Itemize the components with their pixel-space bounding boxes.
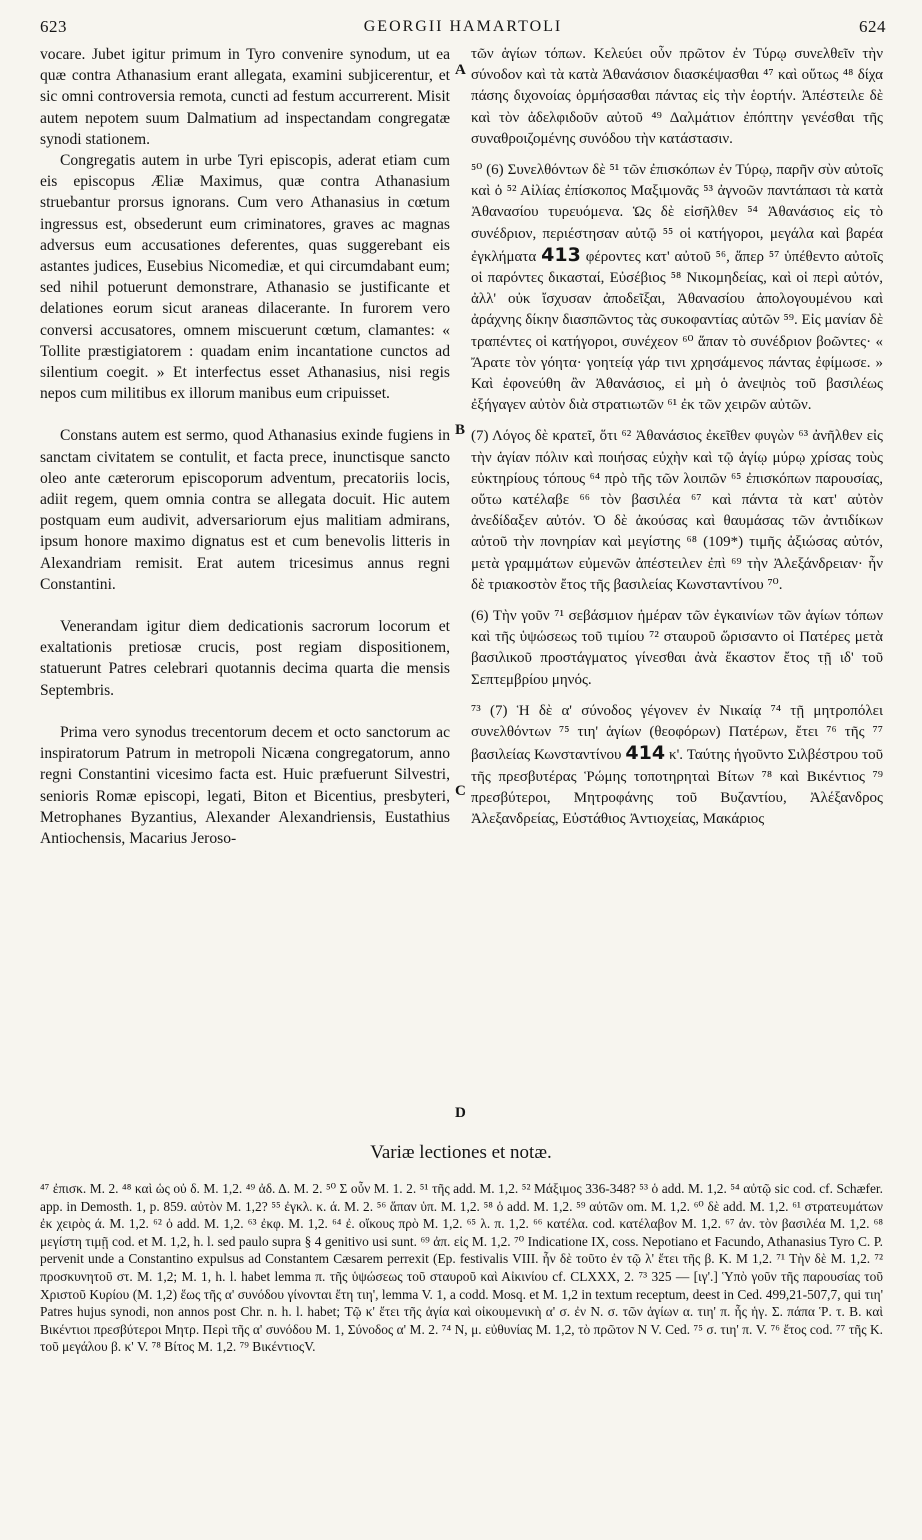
notes-heading: Variæ lectiones et notæ. [370,1142,552,1163]
marginal-letter-c: C [455,783,466,799]
greek-paragraph [471,160,883,416]
footnotes [40,1180,883,1356]
margin-page-number: 413 [541,243,581,266]
greek-text: κ'. Ταύτης ἡγοῦντο Σιλβέστρου τοῦ τῆς πρεσβυτέρας Ῥώμης τοποτηρηταὶ Βίτων ⁷⁸ καὶ Βικέντιος ⁷⁹ πρεσβύτεροι, Μητροφάνης τοῦ Βυζαντίου, Ἀλέξανδρος Ἀλεξανδρείας, Εὐστάθιος Ἀντιοχείας, Μακάριος [471,747,884,827]
greek-paragraph: τῶν ἁγίων τόπων. Κελεύει οὖν πρῶτον ἐν Τύρῳ συνελθεῖν τὴν σύνοδον καὶ τὰ κατὰ Ἀθανάσιον διασκέψασθαι ⁴⁷ καὶ οὕτως ⁴⁸ δίχα πάσης διχονοίας ὁρμήσασθαι πάντας εἰς τὴν ἑορτήν. Ἀπέστειλε δὲ καὶ τὸν ἀδελφιδοῦν αὐτοῦ ⁴⁹ Δαλμάτιον ἐπόπτην γενέσθαι τῆς συναθροιζομένης συνόδου τὴν κατάστασιν. [471,46,883,147]
greek-column [471,44,883,830]
greek-text: ⁵⁰ (6) Συνελθόντων δὲ ⁵¹ τῶν ἐπισκόπων ἐν Τύρῳ, παρῆν σὺν αὐτοῖς καὶ ὁ ⁵² Αἰλίας ἐπίσκοπος Μαξιμονᾶς ⁵³ ἀγνοῶν παντάπασι τὰ κατὰ Ἀθανασίου τυρευόμενα. Ὡς δὲ εἰσῆλθεν ⁵⁴ Ἀθανάσιος εἰς τὸ συνέδριον, περιέστησαν αὐτῷ ⁵⁵ οἱ κατήγοροι, μεγάλα καὶ βαρέα ἐγκλήματα [471,162,883,265]
running-header [40,14,886,40]
marginal-letter-b: B [455,422,466,438]
greek-paragraph: (6) Τὴν γοῦν ⁷¹ σεβάσμιον ἡμέραν τῶν ἐγκαινίων τῶν ἁγίων τόπων καὶ τῆς ὑψώσεως τοῦ τιμίου ⁷² σταυροῦ ὥρισαντο οἱ Πατέρες μετὰ βασιλικοῦ προστάγματος γίνεσθαι ἀνὰ ἕκαστον ἔτος τῇ ιδ' τοῦ Σεπτεμβρίου μηνός. [471,608,883,688]
latin-paragraph: Prima vero synodus trecentorum decem et octo sanctorum ac inspiratorum Patrum in metropoli Nicæna congregatorum, anno regni Constantini vicesimo facta est. Huic præfuerunt Silvestri, senioris Romæ episcopi, legati, Biton et Bicentius, presbyteri, Metrophanes Byzantius, Alexander Alexandriensis, Eustathius Antiochensis, Macarius Jeroso- [40,723,450,847]
greek-paragraph: (7) Λόγος δὲ κρατεῖ, ὅτι ⁶² Ἀθανάσιος ἐκεῖθεν φυγὼν ⁶³ ἀνῆλθεν εἰς τὴν ἁγίαν πόλιν καὶ ποιήσας εὐχὴν καὶ τῷ ἁγίῳ μύρῳ χρίσας τοὺς εὐκτηρίους τόπους ⁶⁴ πρὸ τῆς τῶν λοιπῶν ⁶⁵ ἐπισκόπων παρουσίας, οὕτω κατέλαβε ⁶⁶ τὸν βασιλέα ⁶⁷ καὶ πάντα τὰ κατ' αὐτὸν ἀνεδίδαξεν αὐτόν. Ὁ δὲ ἀκούσας καὶ θαυμάσας τῶν ἀντιδίκων αὐτοῦ τὴν πονηρίαν καὶ μεγίστης ⁶⁸ (109*) τιμῆς ἀξιώσας αὐτόν, μετὰ γραμμάτων εὐμενῶν ἀπέστειλεν ἐπὶ ⁶⁹ τὴν Ἀλεξάνδρειαν· ἦν δὲ τριακοστὸν ἔτος τῆς βασιλείας Κωνσταντίνου ⁷⁰. [471,428,883,593]
marginal-letter-a: A [455,62,466,78]
marginal-letter-d: D [455,1105,466,1121]
right-page-number: 624 [858,17,886,36]
greek-text: ⁷³ (7) Ἡ δὲ α' σύνοδος γέγονεν ἐν Νικαίᾳ ⁷⁴ τῇ μητροπόλει συνελθόντων ⁷⁵ τιη' ἁγίων (θεοφόρων) Πατέρων, ἔτει ⁷⁶ τῆς ⁷⁷ βασιλείας Κωνσταντίνου [471,702,883,764]
running-title: GEORGII HAMARTOLI [363,18,563,35]
footnotes-text: ⁴⁷ ἐπισκ. M. 2. ⁴⁸ καὶ ὡς οὐ δ. M. 1,2. ⁴⁹ ἀδ. Δ. M. 2. ⁵⁰ Σ οὖν M. 1. 2. ⁵¹ τῆς add. M. 1,2. ⁵² Μάξιμος 336-348? ⁵³ ὁ add. M. 1,2. ⁵⁴ αὐτῷ sic cod. cf. Schæfer. app. in Demosth. 1, p. 859. αὐτὸν M. 1,2? ⁵⁵ ἐγκλ. κ. ά. M. 2. ⁵⁶ ἅπαν ὑπ. M. 1,2. ⁵⁸ ὁ add. M. 1,2. ⁵⁹ αὐτῶν om. M. 1,2. ⁶⁰ δὲ add. M. 1,2. ⁶¹ στρατευμάτων ἐκ χειρὸς ά. M. 1,2. ⁶² ὁ add. M. 1,2. ⁶³ ἐκφ. M. 1,2. ⁶⁴ ἐ. οἴκους πρὸ M. 1,2. ⁶⁵ λ. π. 1,2. ⁶⁶ κατέλα. cod. κατέλαβον M. 1,2. ⁶⁷ ἀν. τὸν βασιλέα M. 1,2. ⁶⁸ μεγίστη τιμῇ cod. et M. 1,2, h. l. sed paulo supra § 4 genitivo usi sunt. ⁶⁹ ἀπ. εἰς M. 1,2. ⁷⁰ Indicatione IX, coss. Nepotiano et Facundo, Athanasius Tyro C. P. pervenit unde a Constantino expulsus ad Constantem Cæsarem perrexit (Ep. festivalis VIII. ἦν δὲ τοῦτο ἐν τῷ λ' ἔτει τῆς β. K. M 1,2. ⁷¹ Τὴν δὲ M. 1,2. ⁷² προσκυνητοῦ στ. M. 1,2; M. 1, h. l. habet lemma π. τῆς ὑψώσεως τοῦ σταυροῦ καὶ Αἰκινίου cf. CLXXX, 2. ⁷³ 325 — [ιγ'.] Ὑπὸ γοῦν τῆς παρουσίας τοῦ Χριστοῦ Κυρίου (M. 1,2) ἕως τῆς α' συνόδου γίνονται ἔτη τιη', lemma V. 1, a codd. Mosq. et M. 1,2 in textum receptum, deest in Ced. 499,21-507,7, qui τιη' Patres hujus synodi, non annos post Chr. n. h. l. habet; Τῷ κ' ἔτει τῆς ἁγία καὶ οἰκουμενικὴ α' σ. ἐν N. σ. τῶν ἁγίων α. τιη' π. ἧς ἡγ. Σ. πάπα Ῥ. τ. B. καὶ Βικέντιοι πρεσβύτεροι Μητρ. Περὶ τῆς α' συνόδου M. 1, Σύνοδος α' M. 2. ⁷⁴ N, μ. εὐθυνίας M. 1,2, τὸ πρῶτον N V. Ced. ⁷⁵ σ. τιη' π. V. ⁷⁶ ἔτος cod. ⁷⁷ τῆς K. τοῦ μεγάλου β. κ' V. ⁷⁸ Βίτος M. 1,2. ⁷⁹ ΒικέντιοςV. [40,1181,883,1355]
latin-paragraph: vocare. Jubet igitur primum in Tyro convenire synodum, ut ea quæ contra Athanasium erant allegata, examini subjicerentur, et sic omni controversia remota, cuncti ad festum accurrerent. Misit autem nepotem suum Dalmatium ad inspectandam congregatæ synodi stationem. [40,46,450,148]
greek-paragraph [471,701,883,830]
latin-paragraph: Venerandam igitur diem dedicationis sacrorum locorum et exaltationis pretiosæ crucis, post regiam dispositionem, statuerunt Patres celebrari quotannis decima quarta die mensis Septembris. [40,618,450,699]
greek-text: φέροντες κατ' αὐτοῦ ⁵⁶, ἅπερ ⁵⁷ ὑπέθεντο αὐτοῖς οἱ παρόντες δικασταί, Εὐσέβιος ⁵⁸ Νικομηδείας, καὶ οἱ περὶ αὐτόν, ἀλλ' οὐκ ἴσχυσαν ἀποδεῖξαι, Ἀθανασίου ἀπολογουμένου καὶ ἀράχνης δίκην διασπῶντος τὰς συκοφαντίας αὐτῶν ⁵⁹. Εἰς μανίαν δὲ τραπέντες οἱ κατήγοροι, συνέχεον ⁶⁰ ἅπαν τὸ συνέδριον βοῶντες· « Ἄρατε τὸν γόητα· γοητείᾳ γάρ τινι χρησάμενος πάντας ἐφίμωσε. » Καὶ ἐφονεύθη ἂν Ἀθανάσιος, εἰ μὴ ὁ ἀνεψιὸς τοῦ βασιλέως ἐξήγαγεν αὐτὸν διὰ στρατιωτῶν ⁶¹ ἐκ τῶν χειρῶν αὐτῶν. [471,248,884,414]
left-page-number: 623 [40,17,67,36]
margin-page-number: 414 [625,742,666,765]
latin-paragraph: Congregatis autem in urbe Tyri episcopis, aderat etiam cum eis episcopus Æliæ Maximus, quæ contra Athanasium struebantur prorsus ignorans. Cum vero Athanasius in cœtum ingressus est, obsederunt eum criminatores, graves ac magnas adversus eum accusationes deferentes, quas suggerebant eis astantes judices, Eusebius Nicomediæ, et qui circumdabant eum; sed nihil potuerunt demonstrare, Athanasio se justificante et delationes eorum sicut araneas dilacerante. In furorem vero conversi accusatores, omnem miscuerunt cœtum, clamantes: « Tollite præstigiatorem : quadam enim incantatione cunctos ad silentium coegit. » Et interfectus esset Athanasius, nisi regis nepos cum militibus ex illorum manibus eum cripuisset. [40,152,450,403]
latin-column [40,44,450,849]
latin-paragraph: Constans autem est sermo, quod Athanasius exinde fugiens in sanctam civitatem se contulit, et facta prece, inunctisque sancto oleo ante cæterorum episcoporum adventum, precatoriis locis, adiit regem, quem omnia contra se allegata docuit. Hic autem postquam eum audivit, adversariorum ejus malitiam admirans, ipsum honore maximo dignatus est et cum benevolis litteris in Alexandriam remisit. Erat autem tricesimus annus regni Constantini. [40,427,450,593]
